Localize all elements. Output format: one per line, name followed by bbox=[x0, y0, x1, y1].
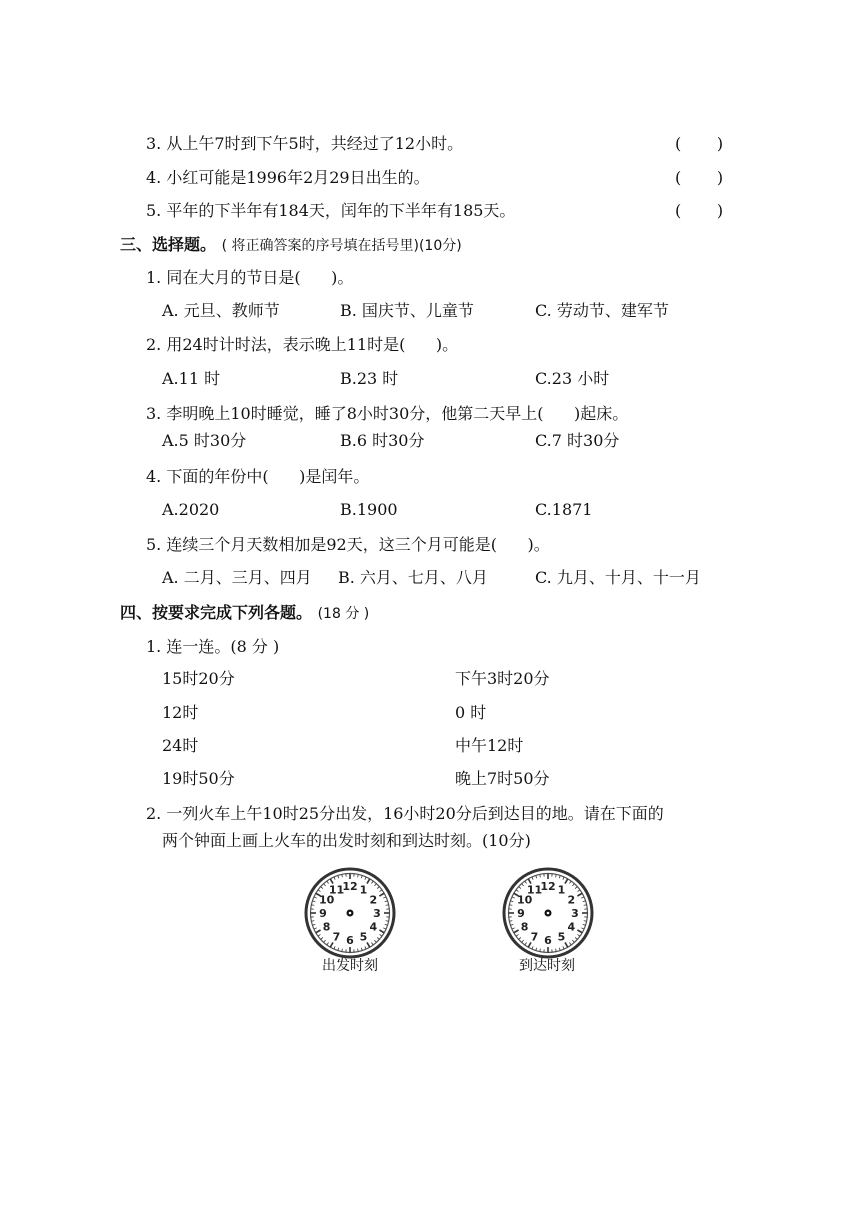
choice-4-option-b: B.1900 bbox=[340, 500, 398, 519]
section-3-note: ( 将正确答案的序号填在括号里)(10分) bbox=[221, 238, 462, 254]
clock-number: 3 bbox=[571, 907, 579, 920]
choice-question-3: 3. 李明晚上10时睡觉，睡了8小时30分，他第二天早上( )起床。 bbox=[146, 404, 629, 423]
choice-3-option-c: C.7 时30分 bbox=[535, 431, 620, 450]
clock-number: 7 bbox=[332, 930, 341, 944]
match-right-2[interactable]: 0 时 bbox=[455, 703, 487, 722]
section-3-heading bbox=[120, 235, 462, 256]
choice-question-5: 5. 连续三个月天数相加是92天，这三个月可能是( )。 bbox=[146, 535, 550, 554]
clock-icon bbox=[302, 865, 398, 961]
clock-number: 10 bbox=[516, 893, 533, 907]
departure-clock-face[interactable] bbox=[302, 865, 398, 961]
choice-5-option-b: B. 六月、七月、八月 bbox=[338, 568, 488, 587]
matching-question: 1. 连一连。(8 分 ) bbox=[146, 637, 280, 656]
choice-3-option-b: B.6 时30分 bbox=[340, 431, 425, 450]
match-right-4[interactable]: 晚上7时50分 bbox=[455, 769, 550, 788]
clock-number: 9 bbox=[517, 907, 525, 920]
clock-number: 12 bbox=[342, 880, 358, 893]
choice-question-4: 4. 下面的年份中( )是闰年。 bbox=[146, 467, 370, 486]
choice-1-option-b: B. 国庆节、儿童节 bbox=[340, 301, 474, 320]
clock-number: 8 bbox=[520, 920, 529, 934]
section-4-title: 四、按要求完成下列各题。 bbox=[120, 603, 313, 622]
clock-number: 11 bbox=[328, 883, 345, 897]
answer-bracket-5[interactable]: ( ) bbox=[675, 201, 724, 220]
match-right-3[interactable]: 中午12时 bbox=[455, 736, 524, 755]
match-left-1[interactable]: 15时20分 bbox=[162, 669, 235, 688]
choice-2-option-c: C.23 小时 bbox=[535, 369, 610, 388]
clock-number: 11 bbox=[526, 883, 543, 897]
match-right-1[interactable]: 下午3时20分 bbox=[455, 669, 550, 688]
choice-question-1: 1. 同在大月的节日是( )。 bbox=[146, 268, 354, 287]
clock-number: 6 bbox=[346, 934, 354, 947]
choice-1-option-c: C. 劳动节、建军节 bbox=[535, 301, 669, 320]
choice-3-option-a: A.5 时30分 bbox=[162, 431, 247, 450]
clock-number: 2 bbox=[567, 893, 576, 907]
clock-number: 5 bbox=[359, 930, 368, 944]
clock-number: 3 bbox=[373, 907, 381, 920]
clock-number: 1 bbox=[359, 883, 368, 897]
judge-item-4: 4. 小红可能是1996年2月29日出生的。 bbox=[146, 168, 430, 187]
match-left-3[interactable]: 24时 bbox=[162, 736, 199, 755]
choice-5-option-a: A. 二月、三月、四月 bbox=[162, 568, 312, 587]
clock-number: 2 bbox=[369, 893, 378, 907]
clock-number: 10 bbox=[318, 893, 335, 907]
departure-clock-label: 出发时刻 bbox=[322, 958, 378, 974]
choice-question-2: 2. 用24时计时法，表示晚上11时是( )。 bbox=[146, 335, 459, 354]
clock-icon bbox=[500, 865, 596, 961]
clock-number: 6 bbox=[544, 934, 552, 947]
judge-item-5: 5. 平年的下半年有184天，闰年的下半年有185天。 bbox=[146, 201, 516, 220]
judge-item-3: 3. 从上午7时到下午5时，共经过了12小时。 bbox=[146, 134, 464, 153]
section-4-note: (18 分 ) bbox=[317, 606, 370, 622]
section-4-heading bbox=[120, 603, 369, 624]
clock-number: 9 bbox=[319, 907, 327, 920]
clock-number: 1 bbox=[557, 883, 566, 897]
clock-number: 12 bbox=[540, 880, 556, 893]
clock-number: 7 bbox=[530, 930, 539, 944]
clock-number: 5 bbox=[557, 930, 566, 944]
train-question-line-1: 2. 一列火车上午10时25分出发，16小时20分后到达目的地。请在下面的 bbox=[146, 804, 664, 823]
choice-2-option-b: B.23 时 bbox=[340, 369, 399, 388]
clock-number: 8 bbox=[322, 920, 331, 934]
match-left-4[interactable]: 19时50分 bbox=[162, 769, 235, 788]
choice-2-option-a: A.11 时 bbox=[162, 369, 221, 388]
choice-1-option-a: A. 元旦、教师节 bbox=[162, 301, 280, 320]
clock-number: 4 bbox=[567, 920, 576, 934]
section-3-title: 三、选择题。 bbox=[120, 235, 217, 254]
arrival-clock-face[interactable] bbox=[500, 865, 596, 961]
answer-bracket-3[interactable]: ( ) bbox=[675, 134, 724, 153]
choice-5-option-c: C. 九月、十月、十一月 bbox=[535, 568, 701, 587]
clock-number: 4 bbox=[369, 920, 378, 934]
arrival-clock-label: 到达时刻 bbox=[519, 958, 575, 974]
choice-4-option-c: C.1871 bbox=[535, 500, 593, 519]
train-question-line-2: 两个钟面上画上火车的出发时刻和到达时刻。(10分) bbox=[162, 831, 531, 850]
choice-4-option-a: A.2020 bbox=[162, 500, 220, 519]
answer-bracket-4[interactable]: ( ) bbox=[675, 168, 724, 187]
match-left-2[interactable]: 12时 bbox=[162, 703, 199, 722]
